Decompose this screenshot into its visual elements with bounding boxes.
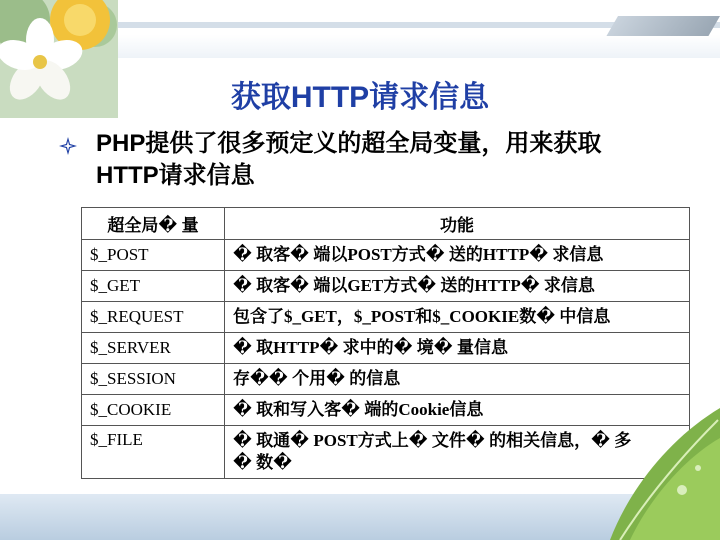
var-name: $_GET [82,271,225,302]
bullet-text-line2: HTTP请求信息 [96,162,255,189]
header-function: 功能 [225,208,690,240]
var-desc: 包含了$_GET，$_POST和$_COOKIE数� 中信息 [225,302,690,333]
table-row [82,240,690,271]
var-name: $_FILE [82,426,225,479]
var-desc: � 取和写入客� 端的Cookie信息 [225,395,690,426]
var-desc-line2: � 数� [233,453,293,472]
var-name: $_POST [82,240,225,271]
bullet-paragraph [58,128,698,192]
table-row [82,364,690,395]
var-desc: � 取客� 端以GET方式� 送的HTTP� 求信息 [225,271,690,302]
header-variable: 超全局� 量 [82,208,225,240]
var-name: $_REQUEST [82,302,225,333]
var-name: $_SESSION [82,364,225,395]
diamond-bullet-icon [58,136,78,156]
var-name: $_SERVER [82,333,225,364]
table-row [82,271,690,302]
slide-title: 获取HTTP请求信息 [230,81,490,114]
var-name: $_COOKIE [82,395,225,426]
leaf-icon [590,398,720,540]
top-decor-tab [606,16,720,36]
var-desc: � 取HTTP� 求中的� 境� 量信息 [225,333,690,364]
table-row [82,333,690,364]
var-desc: � 取客� 端以POST方式� 送的HTTP� 求信息 [225,240,690,271]
var-desc: 存�� 个用� 的信息 [225,364,690,395]
bullet-text-line1: PHP提供了很多预定义的超全局变量，用来获取 [96,130,602,157]
table-row [82,302,690,333]
table-header-row [82,208,690,240]
var-desc-line1: � 取通� POST方式上� 文件� 的相关信息，� 多 [233,431,632,450]
